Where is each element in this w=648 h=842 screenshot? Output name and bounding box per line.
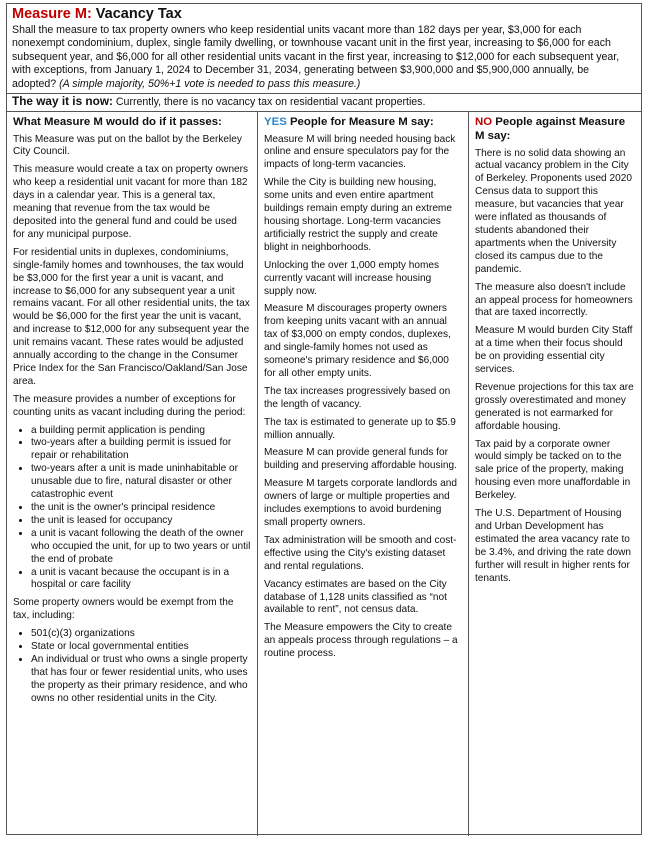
paragraph: Revenue projections for this tax are grossly overestimated and money generated is not earmarked for affordable housing. xyxy=(475,381,634,432)
list-item: • 501(c)(3) organizations xyxy=(31,628,251,641)
yes-heading-text: People for Measure M say: xyxy=(286,115,434,128)
paragraph: While the City is building new housing, some units and even entire apartment buildings remain empty during an extreme housing shortage. Long-term vacancies artificially restrict the supply and create blight in neighborhoods. xyxy=(264,177,452,253)
current-status xyxy=(7,94,641,112)
paragraph: The Measure empowers the City to create an appeals process through regulations – a routine process. xyxy=(264,622,458,660)
current-status-text: Currently, there is no vacancy tax on residential vacant properties. xyxy=(112,96,426,109)
list-item: • the unit is the owner's principal residence xyxy=(31,502,251,515)
paragraph: Measure M can provide general funds for building and preserving affordable housing. xyxy=(264,447,457,472)
vote-requirement-note: (A simple majority, 50%+1 vote is needed to pass this measure.) xyxy=(59,77,361,90)
paragraph: Measure M targets corporate landlords and owners of large or multiple properties and includes exemptions to avoid burdening small property owners. xyxy=(264,478,458,528)
page-title xyxy=(12,6,636,23)
voter-guide-page xyxy=(6,3,642,835)
no-heading-text: People against Measure M say: xyxy=(475,115,626,142)
yes-label: YES xyxy=(264,115,287,128)
paragraph: Vacancy estimates are based on the City database of 1,128 units classified as “not available to rent”, not census data. xyxy=(264,578,447,616)
list-item: • State or local governmental entities xyxy=(31,641,251,654)
title-topic: Vacancy Tax xyxy=(91,6,182,22)
paragraph: Measure M would burden City Staff at a time when their focus should be on providing essential city services. xyxy=(475,325,633,376)
list-item: • An individual or trust who owns a single property that has four or fewer residential units, who uses the property as their primary residence, and who owns no other residential units in the City. xyxy=(31,654,251,706)
paragraph: Tax administration will be smooth and cost-effective using the City's existing dataset and rental regulations. xyxy=(264,534,457,572)
exceptions-list xyxy=(13,425,251,593)
ballot-question-text: Shall the measure to tax property owners who keep residential units vacant more than 182 days per year, $3,000 for each nonexempt condominium, duplex, single family dwelling, or townhouse vacant unit in the first year, increasing to $6,000 for each subsequent year, and $6,000 for all other residential units vacant in the first year, increasing to $12,000 for each subsequent year, with exceptions, from January 1, 2024 to December 31, 2034, generating between $3,900,000 and $5,900,000 annually, be adopted? xyxy=(12,24,620,90)
paragraph: The U.S. Department of Housing and Urban Development has estimated the area vacancy rate to be 3.4%, and driving the rate down further will result in higher rents for tenants. xyxy=(475,508,631,584)
exempt-list xyxy=(13,628,251,705)
paragraph: This measure would create a tax on property owners who keep a residential unit vacant for more than 182 days in a calendar year. This is a general tax, meaning that revenue from the tax would be deposited into the general fund and could be used for any municipal purpose. xyxy=(13,164,249,240)
list-item: • the unit is leased for occupancy xyxy=(31,515,251,528)
paragraph: Unlocking the over 1,000 empty homes currently vacant will increase housing supply now. xyxy=(264,259,440,297)
paragraph: For residential units in duplexes, condominiums, single-family homes and townhouses, the tax would be $3,000 for the first year a unit is vacant, and increase to $6,000 for any subsequent year a unit remains vacant. For all other residential units, the tax would be $6,000 for the first year the unit is vacant, and increase to $12,000 for any subsequent year the unit remains vacant. These rates would be adjusted annually according to the change in the Consumer Price Index for the San Francisco/Oakland/San Jose area. xyxy=(13,246,250,387)
paragraph: Measure M will bring needed housing back online and ensure speculators pay for the impacts of long-term vacancies. xyxy=(264,133,456,171)
paragraph: There is no solid data showing an actual vacancy problem in the City of Berkeley. Proponents used 2020 Census data to support this measure, but vacancies that year were inflated as thousands of students abandoned their apartments when the University closed its campus due to the pandemic. xyxy=(475,147,632,275)
column-what-it-does xyxy=(7,112,258,836)
no-label: NO xyxy=(475,115,493,128)
paragraph: Some property owners would be exempt from the tax, including: xyxy=(13,597,234,622)
paragraph: The measure provides a number of exceptions for counting units as vacant including during the period: xyxy=(13,393,246,418)
paragraph: The tax increases progressively based on the length of vacancy. xyxy=(264,385,451,410)
measure-header xyxy=(7,4,641,94)
paragraph: Tax paid by a corporate owner would simply be tacked on to the sale price of the property, making housing even more unaffordable in Berkeley. xyxy=(475,438,631,502)
paragraph: This Measure was put on the ballot by the Berkeley City Council. xyxy=(13,133,242,158)
column-heading-yes xyxy=(264,115,462,129)
column-heading-what-it-does: What Measure M would do if it passes: xyxy=(13,115,222,128)
list-item: • a unit is vacant following the death of the owner who occupied the unit, for up to two years or until the end of probate xyxy=(31,528,251,567)
column-heading-no xyxy=(475,115,635,143)
current-status-label: The way it is now: xyxy=(12,94,113,109)
column-yes-arguments xyxy=(258,112,469,836)
paragraph: Measure M discourages property owners from keeping units vacant with an annual tax of $3,000 on empty condos, duplexes, and single-family homes not used as someone's primary residence and $6,000 for all other empty units. xyxy=(264,303,451,379)
title-measure-label: Measure M: xyxy=(12,6,92,22)
list-item: • two-years after a building permit is issued for repair or rehabilitation xyxy=(31,437,251,463)
column-no-arguments xyxy=(469,112,641,836)
paragraph: The measure also doesn't include an appeal process for homeowners that are taxed incorrectly. xyxy=(475,281,633,319)
ballot-question xyxy=(12,24,636,91)
list-item: • a unit is vacant because the occupant is in a hospital or care facility xyxy=(31,567,251,593)
paragraph: The tax is estimated to generate up to $5.9 million annually. xyxy=(264,416,456,441)
columns xyxy=(7,112,641,836)
list-item: • a building permit application is pending xyxy=(31,425,251,438)
list-item: • two-years after a unit is made uninhabitable or unusable due to fire, natural disaster or other catastrophic event xyxy=(31,463,251,502)
